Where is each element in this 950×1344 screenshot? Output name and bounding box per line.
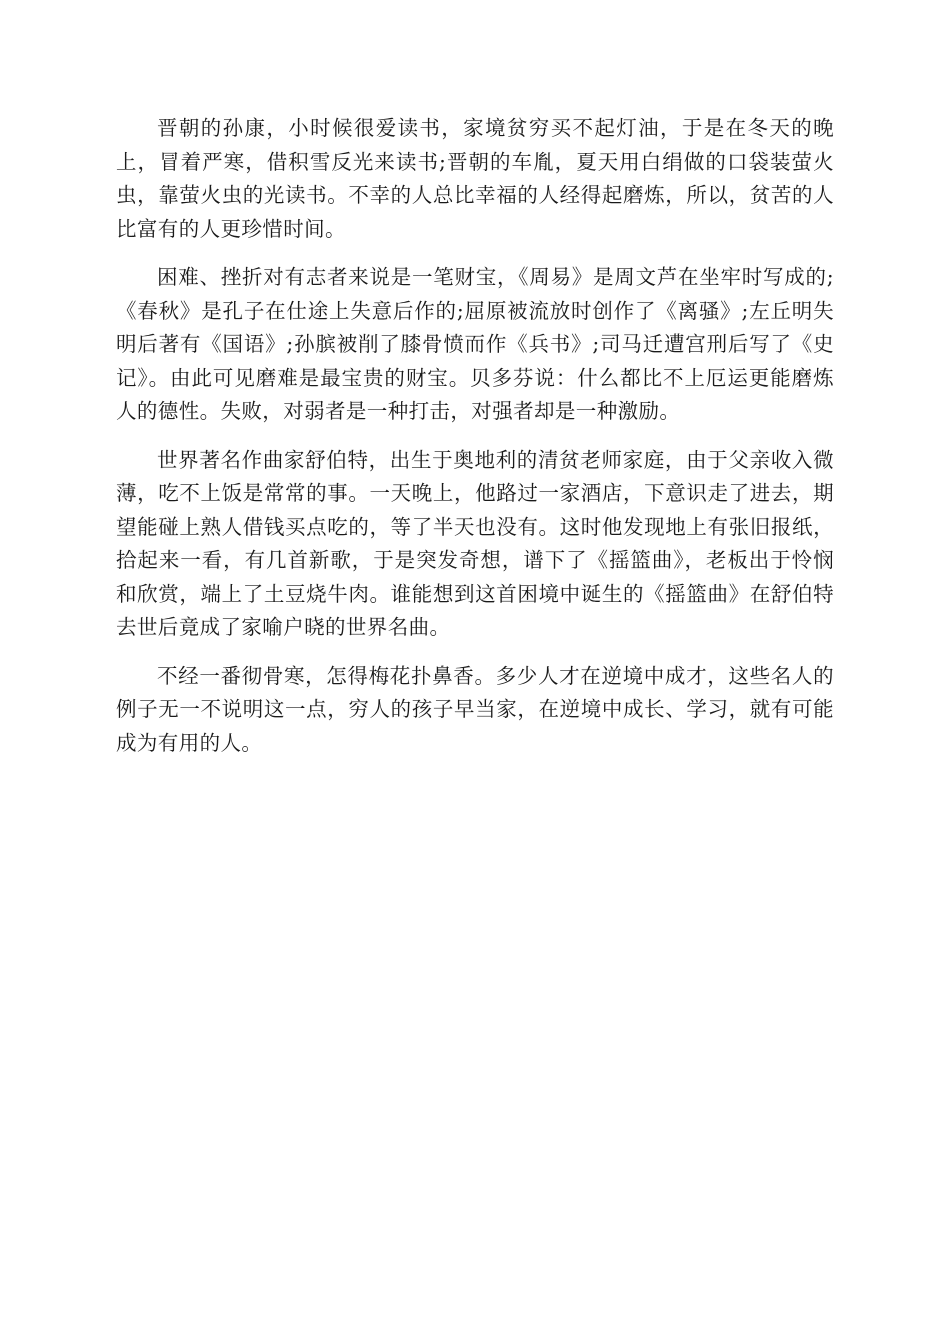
paragraph-4: 不经一番彻骨寒，怎得梅花扑鼻香。多少人才在逆境中成才，这些名人的例子无一不说明这一点，穷人的孩子早当家，在逆境中成长、学习，就有可能成为有用的人。 — [116, 663, 834, 755]
document-body — [116, 112, 834, 775]
paragraph-3: 世界著名作曲家舒伯特，出生于奥地利的清贫老师家庭，由于父亲收入微薄，吃不上饭是常常的事。一天晚上，他路过一家酒店，下意识走了进去，期望能碰上熟人借钱买点吃的，等了半天也没有。这时他发现地上有张旧报纸，拾起来一看，有几首新歌，于是突发奇想，谱下了《摇篮曲》，老板出于怜悯和欣赏，端上了土豆烧牛肉。谁能想到这首困境中诞生的《摇篮曲》在舒伯特去世后竟成了家喻户晓的世界名曲。 — [116, 447, 834, 639]
paragraph-1: 晋朝的孙康，小时候很爱读书，家境贫穷买不起灯油，于是在冬天的晚上，冒着严寒，借积雪反光来读书;晋朝的车胤，夏天用白绢做的口袋装萤火虫，靠萤火虫的光读书。不幸的人总比幸福的人经得起磨炼，所以，贫苦的人比富有的人更珍惜时间。 — [116, 116, 834, 241]
paragraph-2: 困难、挫折对有志者来说是一笔财宝，《周易》是周文芦在坐牢时写成的;《春秋》是孔子在仕途上失意后作的;屈原被流放时创作了《离骚》;左丘明失明后著有《国语》;孙膑被削了膝骨愤而作《兵书》;司马迁遭宫刑后写了《史记》。由此可见磨难是最宝贵的财宝。贝多芬说：什么都比不上厄运更能磨炼人的德性。失败，对弱者是一种打击，对强者却是一种激励。 — [116, 265, 834, 423]
